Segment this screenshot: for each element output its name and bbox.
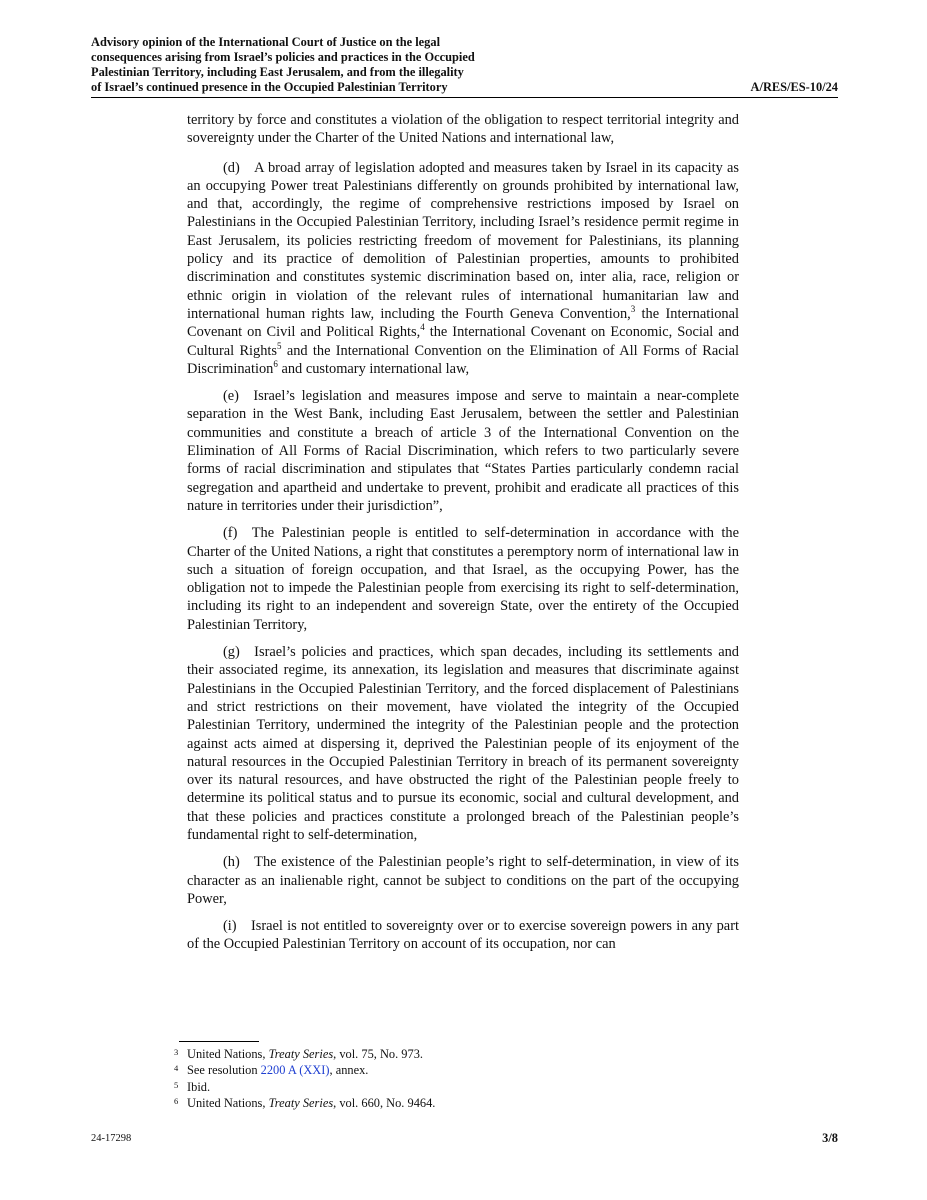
document-symbol: A/RES/ES-10/24	[750, 80, 838, 94]
paragraph-e: (e) Israel’s legislation and measures impose and serve to maintain a near-complete separation in the West Bank, including East Jerusalem, between the settler and Palestinian communities and constitute a breach of article 3 of the International Convention on the Elimination of All Forms of Racial Discrimination, which refers to two particularly severe forms of racial discrimination and stipulates that “States Parties particularly condemn racial segregation and apartheid and undertake to prevent, prohibit and eradicate all practices of this nature in territories under their jurisdiction”,	[187, 388, 739, 514]
footnote-text: Ibid.	[187, 1079, 211, 1094]
footnote-text: See resolution	[187, 1063, 261, 1078]
title-line: of Israel’s continued presence in the Occupied Palestinian Territory	[91, 80, 448, 94]
footnote-ref-5[interactable]: 5	[277, 340, 282, 351]
paragraph-d	[187, 159, 739, 379]
paragraph-d-text: and the International Convention on the Elimination of All Forms of Racial Discrimination	[187, 342, 739, 377]
footnote-text: , annex.	[329, 1063, 369, 1078]
page-header	[91, 35, 838, 98]
paragraph-h: (h) The existence of the Palestinian people’s right to self-determination, in view of its character as an inalienable right, cannot be subject to conditions on the part of the occupying Power,	[187, 854, 739, 907]
paragraph-g: (g) Israel’s policies and practices, which span decades, including its settlements and their associated regime, its annexation, its legislation and measures that discriminate against Palestinians in the Occupied Palestinian Territory, and the forced displacement of Palestinians and strict restrictions on their movement, have violated the integrity of the Occupied Palestinian Territory, undermined the integrity of the Palestinian people and the protection against acts aimed at dispersing it, deprived the Palestinian people of its enjoyment of the natural resources in the Occupied Palestinian Territory in breach of its permanent sovereignty over its natural resources, and have obstructed the right of the Palestinian people freely to determine its political status and to pursue its economic, social and cultural development, and that these policies and practices constitute a prolonged breach of the Palestinian people’s fundamental right to self-determination,	[187, 644, 739, 843]
resolution-link[interactable]: 2200 A (XXI)	[260, 1063, 330, 1078]
footnote-series-title: Treaty Series	[268, 1096, 334, 1111]
page-number: 3/8	[822, 1131, 838, 1145]
document-title	[91, 35, 531, 95]
title-line: consequences arising from Israel’s policies and practices in the Occupied	[91, 50, 475, 64]
footnote-6	[174, 1095, 734, 1111]
footnote-text: , vol. 75, No. 973.	[333, 1047, 423, 1061]
footnote-number: 3	[174, 1047, 179, 1057]
footnote-3	[174, 1046, 734, 1062]
footnote-text: United Nations,	[187, 1047, 269, 1061]
title-line: Palestinian Territory, including East Jerusalem, and from the illegality	[91, 65, 464, 79]
footnote-4	[174, 1062, 734, 1078]
paragraph-f: (f) The Palestinian people is entitled to self-determination in accordance with the Charter of the United Nations, a right that constitutes a peremptory norm of international law in such a situation of foreign occupation, and that Israel, as the occupying Power, has the obligation not to impede the Palestinian people from exercising its right to self-determination, including its right to an independent and sovereign State, over the entirety of the Occupied Palestinian Territory,	[187, 525, 739, 633]
footnote-ref-3[interactable]: 3	[630, 304, 636, 315]
footnote-ref-6[interactable]: 6	[273, 359, 278, 370]
title-line: Advisory opinion of the International Court of Justice on the legal	[91, 35, 441, 49]
paragraph-continuation: territory by force and constitutes a violation of the obligation to respect territorial integrity and sovereignty under the Charter of the United Nations and international law,	[187, 112, 739, 147]
footnote-series-title: Treaty Series	[268, 1047, 334, 1061]
footnote-number: 4	[174, 1063, 179, 1074]
document-body	[187, 111, 739, 963]
paragraph-d-text: and customary international law,	[277, 360, 470, 377]
footnote-ref-4[interactable]: 4	[420, 322, 425, 333]
footnotes	[174, 1046, 734, 1112]
paragraph-d-text: the International Covenant on Economic, Social and Cultural Rights	[187, 324, 739, 359]
footnote-divider	[179, 1041, 259, 1042]
document-number: 24-17298	[91, 1133, 132, 1144]
paragraph-d-text: the International Covenant on Civil and Political Rights,	[187, 305, 739, 341]
footnote-5	[174, 1079, 734, 1095]
footnote-text: , vol. 660, No. 9464.	[333, 1096, 436, 1111]
footnote-text: United Nations,	[187, 1096, 269, 1111]
footnote-number: 6	[174, 1096, 179, 1107]
paragraph-i: (i) Israel is not entitled to sovereignty over or to exercise sovereign powers in any part of the Occupied Palestinian Territory on account of its occupation, nor can	[187, 918, 739, 953]
paragraph-d-text: (d) A broad array of legislation adopted and measures taken by Israel in its capacity as an occupying Power treat Palestinians differently on grounds prohibited by international law, and that, accordingly, the regime of comprehensive restrictions imposed by Israel on Palestinians in the Occupied Palestinian Territory, including Israel’s residence permit regime in East Jerusalem, its policies restricting freedom of movement for Palestinians, its planning policy and its practice of demolition of Palestinian properties, amounts to prohibited discrimination and constitutes systemic discrimination based on, inter alia, race, religion or ethnic origin in violation of the relevant rules of international humanitarian law and international human rights law, including the Fourth Geneva Convention,	[187, 159, 739, 322]
footnote-number: 5	[174, 1079, 179, 1090]
